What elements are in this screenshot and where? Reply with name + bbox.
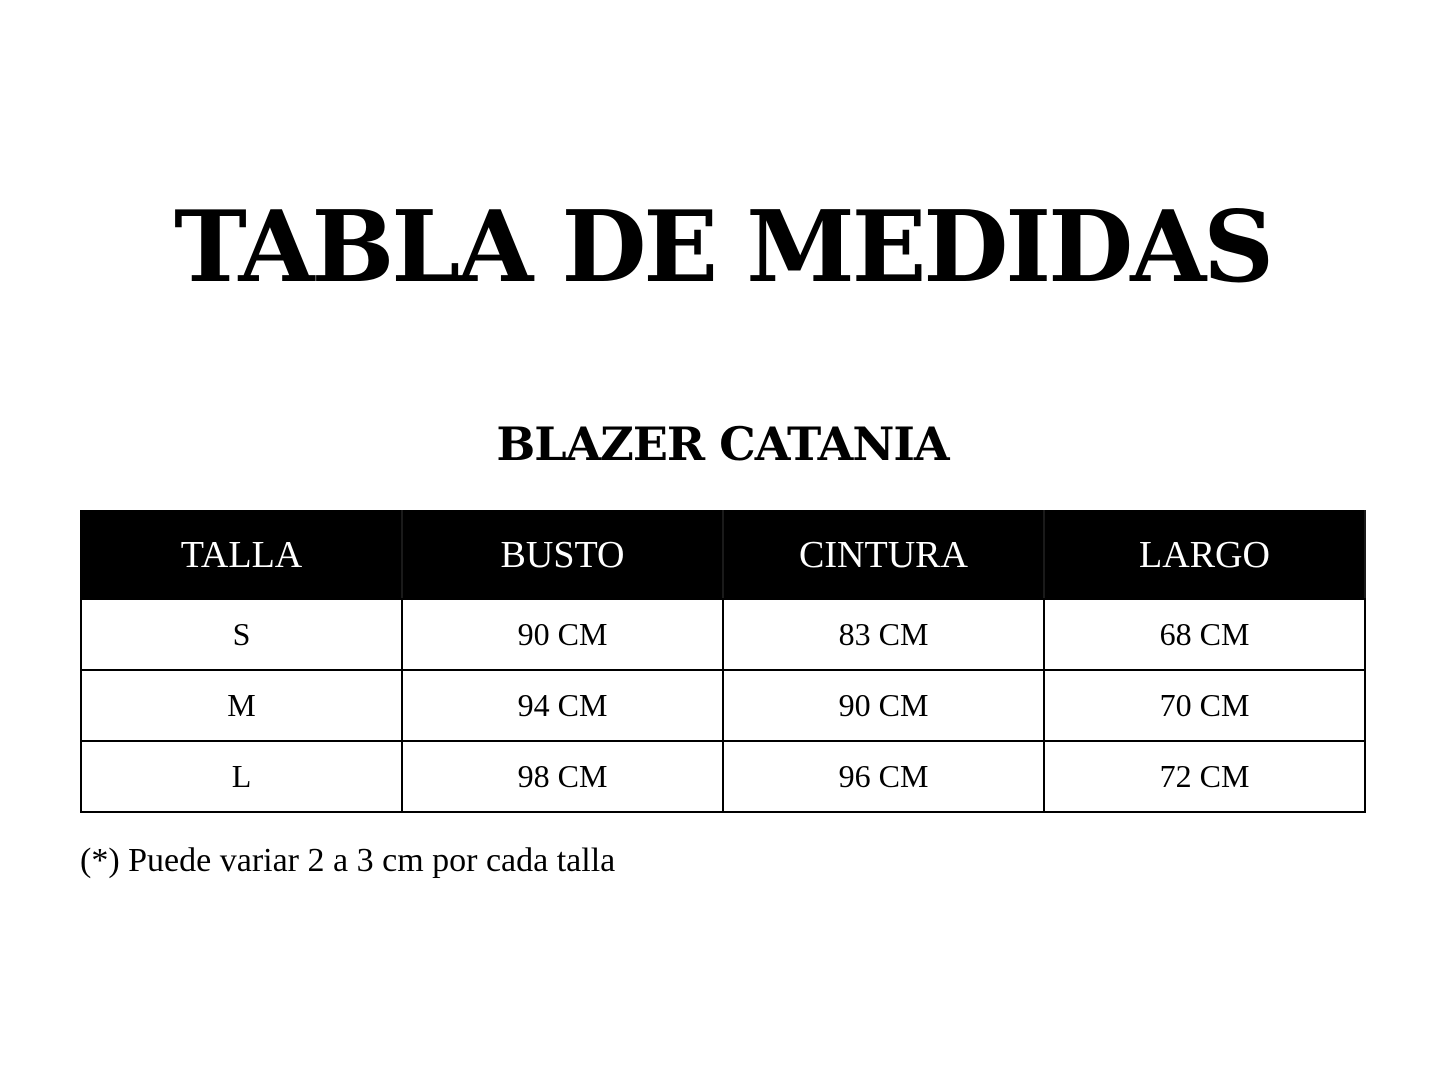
cell-largo: 68 CM bbox=[1044, 599, 1365, 670]
table-row bbox=[81, 599, 1365, 670]
table-row bbox=[81, 741, 1365, 812]
header-cintura: CINTURA bbox=[723, 511, 1044, 599]
size-table bbox=[80, 510, 1366, 813]
cell-largo: 72 CM bbox=[1044, 741, 1365, 812]
cell-busto: 94 CM bbox=[402, 670, 723, 741]
header-busto: BUSTO bbox=[402, 511, 723, 599]
table-header-row bbox=[81, 511, 1365, 599]
page-title: TABLA DE MEDIDAS bbox=[173, 190, 1272, 305]
header-largo: LARGO bbox=[1044, 511, 1365, 599]
cell-cintura: 83 CM bbox=[723, 599, 1044, 670]
product-name: BLAZER CATANIA bbox=[496, 417, 949, 471]
cell-cintura: 96 CM bbox=[723, 741, 1044, 812]
table-row bbox=[81, 670, 1365, 741]
cell-talla: S bbox=[81, 599, 402, 670]
cell-busto: 98 CM bbox=[402, 741, 723, 812]
cell-talla: M bbox=[81, 670, 402, 741]
cell-largo: 70 CM bbox=[1044, 670, 1365, 741]
cell-talla: L bbox=[81, 741, 402, 812]
cell-cintura: 90 CM bbox=[723, 670, 1044, 741]
footnote: (*) Puede variar 2 a 3 cm por cada talla bbox=[80, 842, 616, 879]
header-talla: TALLA bbox=[81, 511, 402, 599]
cell-busto: 90 CM bbox=[402, 599, 723, 670]
